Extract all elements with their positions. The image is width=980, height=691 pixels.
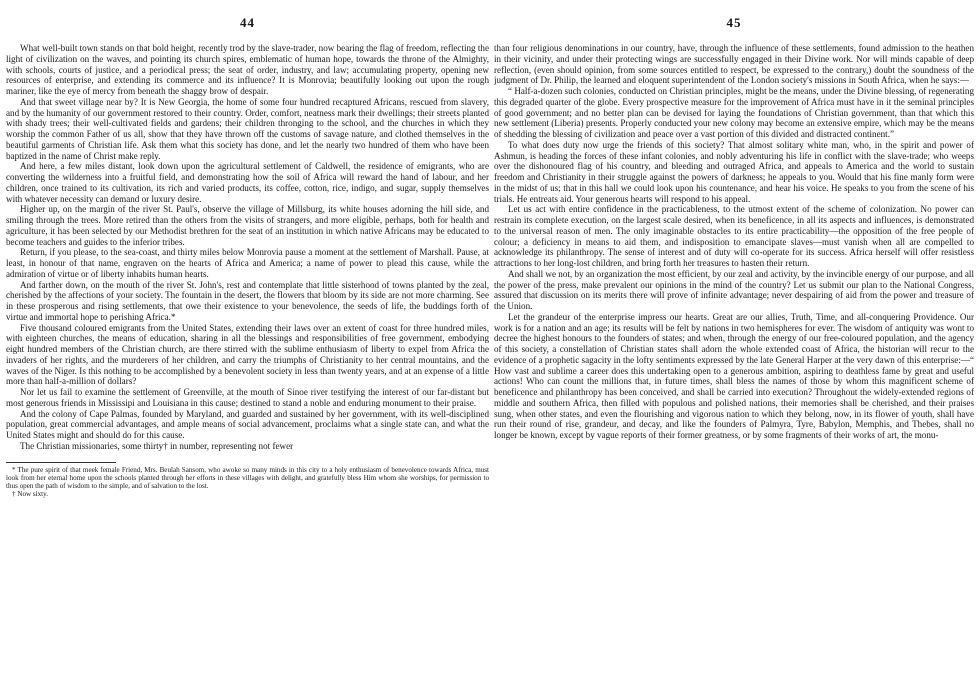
footnote: † Now sixty. <box>12 490 48 499</box>
paragraph: What well-built town stands on that bold height, recently trod by the slave-trader, now bearing the flag of freedom, reflecting the light of civilization on the waves, and pointing its church spires, emblematic of human hope, towards the throne of the Almighty, with schools, courts of justice, and a periodical press; the seat of order, industry, and law; accumulating property, opening new resources of enterprise, and extending its commerce and its influence? It is Monrovia; beautifully looking out upon the rough mariner, like the eye of mercy from beneath the shaggy brow of despair. <box>6 43 489 96</box>
paragraph: To what does duty now urge the friends of this society? That almost solitary white man, who, in the spirit and power of Ashmun, is heading the forces of these infant colonies, and nobly adventuring his life in conflict with the slave-trade; who weeps over the dishonoured flag of his country, and bleeding and outraged Africa, and appeals to America and the world to sustain freedom and Christianity in their struggle against the powers of darkness; he appeals to you. Would that his fine manly form were in the midst of us; that in this hall we could look upon his countenance, and hear his voice. He speaks to you from the scene of his trials. He entreats aid. Your generous hearts will respond to his appeal. <box>494 139 974 204</box>
footnote: * The pure spirit of that meek female Friend, Mrs. Beulah Sansom, who awoke so many minds in this city to a holy enthusiasm of benevolence towards Africa, must look from her eternal home upon the schools planted through her efforts in these villages with delight, and gratefully bless Him whom she worships, for permission to thus open the path of wisdom to the simple, and of salvation to the lost. <box>6 465 489 490</box>
paragraph: Nor let us fail to examine the settlement of Greenville, at the mouth of Sinoe river testifying the interest of our far-distant but most generous friends in Mississipi and Louisiana in this cause; destined to stand a noble and enduring monument to their praise. <box>6 387 489 408</box>
paragraph: And farther down, on the mouth of the river St. John's, rest and contemplate that little sisterhood of towns planted by the zeal, cherished by the affections of your society. The fountain in the desert, the flowers that bloom by its side are not more charming. See in these prosperous and rising settlements, that owe their existence to your benevolence, the seeds of life, the buddings forth of virtue and immortal hope to perishing Africa.* <box>6 279 489 322</box>
paragraph: Let the grandeur of the enterprise impress our hearts. Great are our allies, Truth, Time, and all-conquering Providence. Our work is for a nation and an age; its results will be felt by nations in two hemispheres for ever. The wisdom of antiquity was wont to decree the highest honours to the founders of states; and when, through the energy of our free-coloured population, and the agency of this society, a constellation of Christian states shall adorn the whole extended coast of Africa, the historian will recur to the evidence of a prophetic sagacity in the lofty sentiments expressed by the late General Harper at the very dawn of this enterprise:—“ How vast and sublime a career does this undertaking open to a generous ambition, aspiring to deathless fame by great and useful actions! Who can count the millions that, in future times, shall bless the names of those by whom this magnificent scheme of beneficence and philanthropy has been conceived, and shall be carried into execution? Throughout the widely-extended regions of middle and southern Africa, then filled with populous and polished nations, their memories shall be cherished, and their praises sung, when other states, and even the flourishing and vigorous nation to which they belong, now, in its flower of youth, shall have run their round of rise, grandeur, and decay, and like the founders of Palmyra, Tyre, Babylon, Memphis, and Thebes, shall no longer be known, except by vague reports of their former greatness, or by some fragments of their works of art, the monu- <box>494 311 974 440</box>
paragraph: And shall we not, by an organization the most efficient, by our zeal and activity, by the invincible energy of our purpose, and all the power of the press, make prevalent our opinions in the mind of the country? Let us submit our plan to the National Congress, assured that discussion on its merits there will prove of infinite advantage; never despairing of aid from the power and treasure of the Union. <box>494 268 974 311</box>
paragraph: Higher up, on the margin of the river St. Paul's, observe the village of Millsburg, its white houses adorning the hill side, and smiling through the trees. More retired than the others from the visits of strangers, and more eligible, perhaps, both for health and agriculture, it has been selected by our Methodist brethren for the seat of an institution in which native Africans may be educated to become teachers and guides to the inferior tribes. <box>6 204 489 247</box>
page-number: 45 <box>726 15 742 30</box>
page-number: 44 <box>240 15 255 30</box>
footnote-rule <box>6 462 116 463</box>
paragraph: And here, a few miles distant, look down upon the agricultural settlement of Caldwell, the residence of emigrants, who are converting the wilderness into a fruitful field, and demonstrating how the soil of Africa will reward the hand of labour, and her children, once trained to its cultivation, its rich and varied products, its coffee, cotton, rice, indigo, and sugar, supply themselves with whatever necessity can demand or luxury desire. <box>6 161 489 204</box>
left-page-body <box>6 43 489 452</box>
paragraph: Five thousand coloured emigrants from the United States, extending their laws over an extent of coast for three hundred miles, with eighteen churches, the means of education, sharing in all the blessings and responsibilities of free government, embodying eight hundred members of the Christian church, are there stirred with the sublime enthusiasm of liberty to expel from Africa the invaders of her rights, and the murderers of her children, and carry the triumphs of Christianity to her central mountains, and the waves of the Niger. Is this nothing to be accomplished by a benevolent society in less than twenty years, and at an expense of a little more than half-a-million of dollars? <box>6 322 489 387</box>
paragraph: Let us act with entire confidence in the practicableness, to the utmost extent of the scheme of colonization. No power can restrain its complete execution, on the largest scale desired, when its beneficence, in all its aspects and influences, is demonstrated to the universal reason of men. The only imaginable obstacles to its entire practicability—the opposition of the free people of colour; a deficiency in means to aid them, and indisposition to emancipate slaves—must vanish when all are compelled to acknowledge its philanthropy. The sense of interest and of duty will co-operate for its success. Africa herself will offer resistless attractions to her long-lost children, and bring forth her treasures to hasten their return. <box>494 204 974 268</box>
right-page-body <box>494 43 974 441</box>
paragraph: And the colony of Cape Palmas, founded by Maryland, and guarded and sustained by her government, with its well-disciplined population, great commercial advantages, and ample means of social advancement, proclaims what a single state can, and what the United States might and should do for this cause. <box>6 408 489 440</box>
paragraph: And that sweet village near by? It is New Georgia, the home of some four hundred recaptured Africans, rescued from slavery, and by the humanity of our government restored to their country. Order, comfort, neatness mark their dwellings; their streets planted with shady trees; their well-cultivated fields and gardens; their children thronging to the school, and the churches in which they worship the common Father of us all, show that they have thrown off the customs of savage nature, and clothed themselves in the beautiful garments of Christian life. Ask them what this society has done, and let the nearly two hundred of them who have been baptized in the name of Christ make reply. <box>6 96 489 161</box>
left-page <box>6 0 489 691</box>
paragraph-continuation: than four religious denominations in our country, have, through the influence of these settlements, found admission to the heathen in their vicinity, and under their protecting wings are successfully engaged in their Divine work. Nor will minds capable of deep reflection, (even should opinion, from some sources entitled to respect, be expressed to the contrary,) doubt the soundness of the judgment of Dr. Philip, the learned and eloquent superintendent of the London society's missions in South Africa, when he says:— <box>494 43 974 86</box>
paragraph: The Christian missionaries, some thirty† in number, representing not fewer <box>20 440 294 451</box>
footnotes <box>6 466 489 499</box>
paragraph: Return, if you please, to the sea-coast, and thirty miles below Monrovia pause a moment at the settlement of Marshall. Pause, at least, in honour of that name, engraven on the hearts of Africa and America; a name of power to plead this cause, while the admiration of virtue or of liberty inhabits human hearts. <box>6 247 489 279</box>
right-page <box>494 0 974 691</box>
quotation: “ Half-a-dozen such colonies, conducted on Christian principles, might be the means, under the Divine blessing, of regenerating this degraded quarter of the globe. Every prospective measure for the improvement of Africa must have in it the seminal principles of good government; and no better plan can be devised for laying the foundations of Christian government, than that which this new settlement (Liberia) presents. Properly conducted your new colony may become an extensive empire, which may be the means of shedding the blessing of civilization and peace over a vast portion of this divided and distracted continent.” <box>494 86 974 139</box>
